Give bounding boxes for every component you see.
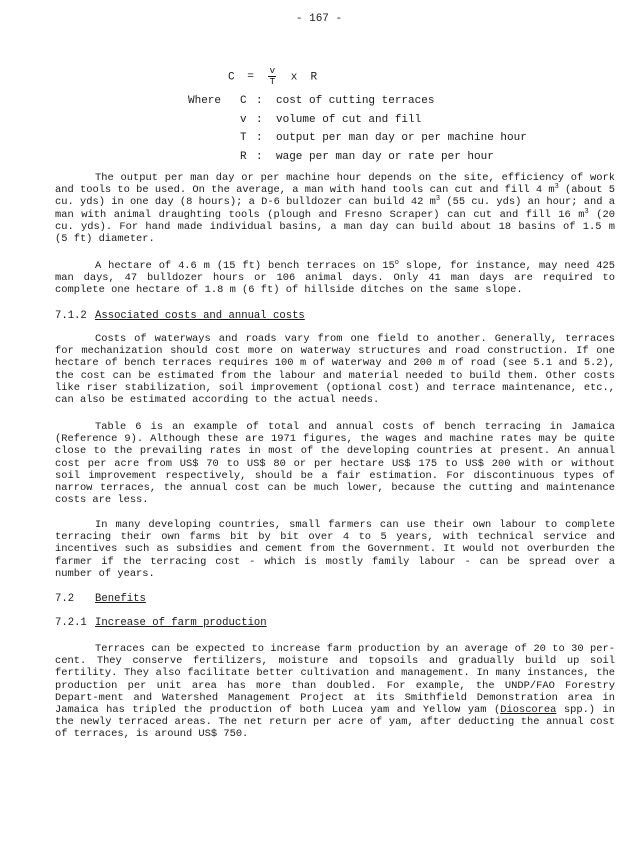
formula-rest: x R [290, 71, 318, 84]
section-heading-7-2-1 [55, 617, 267, 629]
page-number: - 167 - [295, 13, 343, 25]
definition-lead: Where [188, 95, 222, 107]
definition-var: v [240, 113, 247, 126]
definition-text: volume of cut and fill [276, 113, 422, 126]
formula-fraction [268, 66, 276, 87]
section-title: Benefits [95, 593, 146, 605]
paragraph-farm-production: Terraces can be expected to increase farm production by an average of 20 to 30 per-cent. They conserve fertilizers, moisture and topsoils and gradually build up soil fertility. They also facilitate better cultivation and management. In many instances, the production per unit area has more than doubled. For example, the UNDP/FAO Forestry Depart-ment and Watershed Management Project at its Smithfield Demonstration area in Jamaica has tripled the production of both Lucea yam and Yellow yam (Dioscorea spp.) in the newly terraced areas. The net return per acre of yam, after deducting the annual cost of terraces, is around US$ 750. [55, 643, 615, 741]
definition-row: Where C : cost of cutting terraces [188, 95, 435, 107]
definition-text: cost of cutting terraces [276, 95, 435, 107]
definition-text: wage per man day or rate per hour [276, 150, 494, 163]
definition-row: R : wage per man day or rate per hour [240, 150, 494, 163]
section-heading-7-2 [55, 593, 146, 605]
section-title: Increase of farm production [95, 617, 267, 629]
paragraph-table6-jamaica: Table 6 is an example of total and annual costs of bench terracing in Jamaica (Reference 9). Although these are 1971 figures, the wages and machine rates may be quite close to the prevailing rates in most of the developing countries at present. An annual cost per acre from US$ 70 to US$ 80 or per hectare US$ 175 to US$ 200 with or without soil improvement respectively, should be a fair estimation. For discontinuous types of narrow terraces, the annual cost can be much lower, because the cutting and maintenance costs are less. [55, 421, 615, 507]
section-number: 7.2.1 [55, 617, 87, 629]
cost-formula [228, 66, 317, 87]
paragraph-hectare-example: A hectare of 4.6 m (15 ft) bench terraces on 15$^o$ slope, for instance, may need 425 man days, 47 bulldozer hours or 106 animal days. Only 41 man days are required to complete one hectare of 1.8 m (6 ft) of hillside ditches on the same slope. [55, 259, 615, 297]
section-heading-7-1-2 [55, 310, 305, 322]
formula-denominator: T [269, 76, 276, 87]
species-name: Dioscorea [500, 704, 557, 717]
definition-row: T : output per man day or per machine hour [240, 132, 527, 145]
paragraph-small-farmers: In many developing countries, small farmers can use their own labour to complete terracing their own farms bit by bit over 4 to 5 years, with technical service and incentives such as subsidies and cement from the Government. It would not overburden the farmer if the terracing cost - which is mostly family labour - can be spread over a number of years. [55, 519, 615, 580]
formula-numerator: v [269, 65, 276, 76]
section-number: 7.1.2 [55, 310, 87, 322]
definition-row: v : volume of cut and fill [240, 113, 422, 126]
paragraph-waterways-roads: Costs of waterways and roads vary from one field to another. Generally, terraces for mechanization should cost more on waterway structures and road construction. If one hectare of bench terraces requires 100 m of waterway and 200 m of road (see 5.1 and 5.2), the cost can be estimated from the labour and material needed to build them. Other costs like riser stabilization, soil improvement (optional cost) and terrace maintenance, etc., can also be estimated according to the actual needs. [55, 333, 615, 407]
formula-definitions [188, 95, 527, 169]
paragraph-output-rates: The output per man day or per machine hour depends on the site, efficiency of work and tools to be used. On the average, a man with hand tools can cut and fill 4 $m^3$ (about 5 cu. yds) in one day (8 hours); a D-6 bulldozer can build 42 $m^3$ (55 cu. yds) an hour; and a man with animal draughting tools (plough and Fresno Scraper) can cut and fill 16 $m^3$ (20 cu. yds). For hand made individual basins, a man day can build about 18 basins of 1.5 m (5 ft) diameter. [55, 172, 616, 246]
definition-var: T [240, 132, 247, 145]
definition-var: C [240, 95, 247, 107]
formula-equals: = [247, 71, 254, 84]
definition-text: output per man day or per machine hour [276, 132, 527, 145]
section-title: Associated costs and annual costs [95, 310, 305, 322]
formula-lhs: C [228, 71, 235, 84]
definition-var: R [240, 150, 247, 163]
section-number: 7.2 [55, 593, 75, 605]
